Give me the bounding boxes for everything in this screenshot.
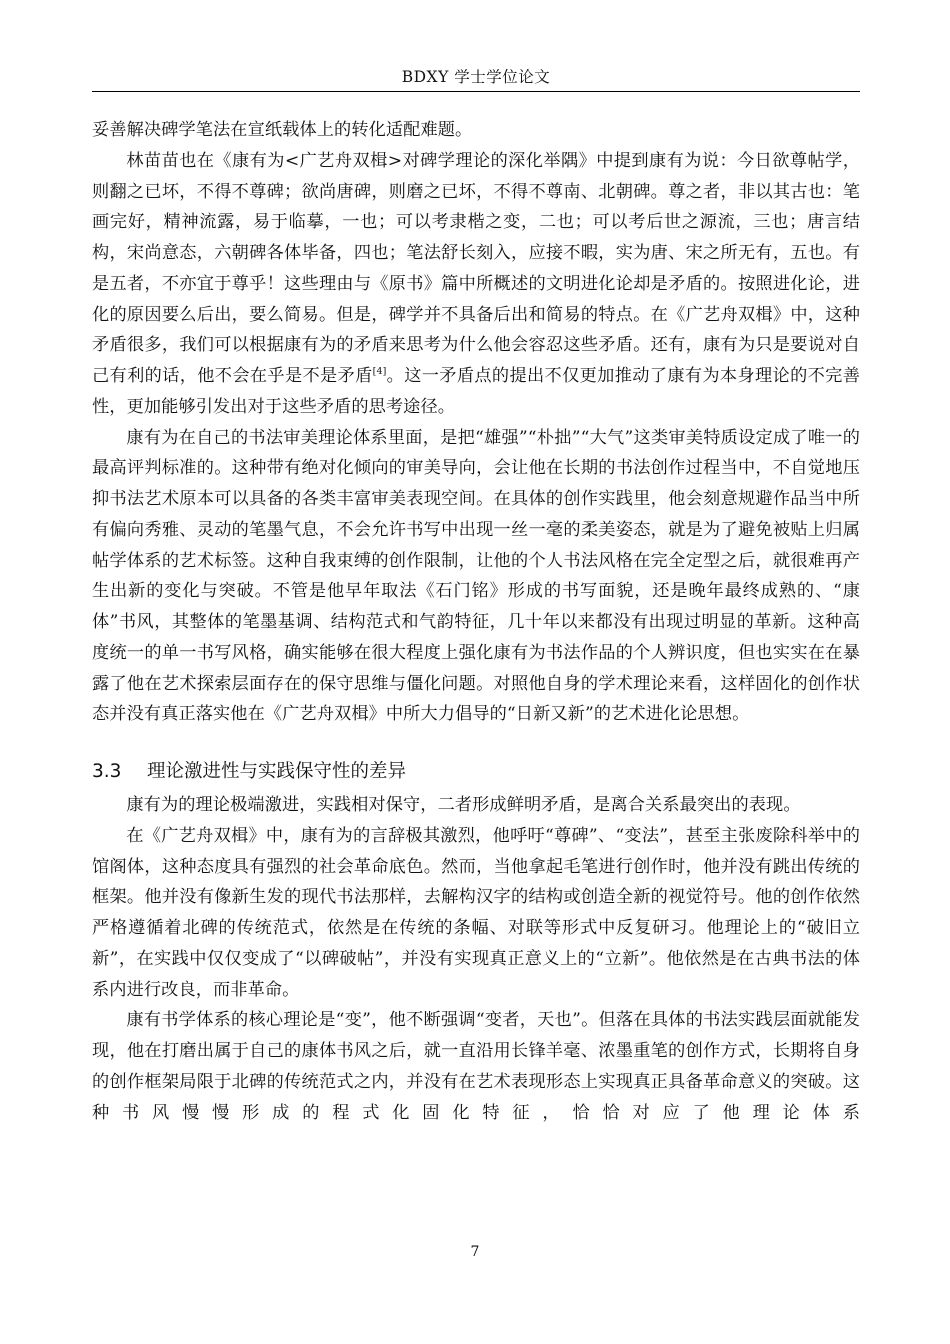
- document-body: [92, 115, 860, 1128]
- page-number: 7: [470, 1244, 480, 1260]
- paragraph: 康有为的理论极端激进，实践相对保守，二者形成鲜明矛盾，是离合关系最突出的表现。: [126, 795, 801, 815]
- section-spacer: [92, 730, 860, 757]
- paragraph-text: 林苗苗也在《康有为<广艺舟双楫>对碑学理论的深化举隅》中提到康有为说：今日欲尊帖学，则翻之已坏，不得不尊碑；欲尚唐碑，则磨之已坏，不得不尊南、北朝碑。尊之者，非以其古也：笔画完好，精神流露，易于临摹，一也；可以考隶楷之变，二也；可以考后世之源流，三也；唐言结构，宋尚意态，六朝碑各体毕备，四也；笔法舒长刻入，应接不暇，实为唐、宋之所无有，五也。有是五者，不亦宜于尊乎！这些理由与《原书》篇中所概述的文明进化论却是矛盾的。按照进化论，进化的原因要么后出，要么简易。但是，碑学并不具备后出和简易的特点。在《广艺舟双楫》中，这种矛盾很多，我们可以根据康有为的矛盾来思考为什么他会容忍这些矛盾。还有，康有为只是要说对自己有利的话，他不会在乎是不是矛盾: [92, 150, 860, 386]
- paragraph: 在《广艺舟双楫》中，康有为的言辞极其激烈，他呼吁“尊碑”、“变法”，甚至主张废除科举中的馆阁体，这种态度具有强烈的社会革命底色。然而，当他拿起毛笔进行创作时，他并没有跳出传统的框架。他并没有像新生发的现代书法那样，去解构汉字的结构或创造全新的视觉符号。他的创作依然严格遵循着北碑的传统范式，依然是在传统的条幅、对联等形式中反复研习。他理论上的“破旧立新”，在实践中仅仅变成了“以碑破帖”，并没有实现真正意义上的“立新”。他依然是在古典书法的体系内进行改良，而非革命。: [92, 825, 860, 1000]
- section-heading: [92, 757, 860, 787]
- header-rule: [92, 91, 860, 92]
- paragraph: 康有书学体系的核心理论是“变”，他不断强调“变者，天也”。但落在具体的书法实践层面就能发现，他在打磨出属于自己的康体书风之后，就一直沿用长锋羊毫、浓墨重笔的创作方式，长期将自身的创作框架局限于北碑的传统范式之内，并没有在艺术表现形态上实现真正具备革命意义的突破。这种书风慢慢形成的程式化固化特征，恰恰对应了他理论体系: [92, 1010, 860, 1123]
- section-number: 3.3: [92, 761, 122, 782]
- running-header: BDXY 学士学位论文: [401, 68, 551, 86]
- citation-ref: [4]: [372, 366, 387, 377]
- paragraph: 康有为在自己的书法审美理论体系里面，是把“雄强”“朴拙”“大气”这类审美特质设定成了唯一的最高评判标准的。这种带有绝对化倾向的审美导向，会让他在长期的书法创作过程当中，不自觉地压抑书法艺术原本可以具备的各类丰富审美表现空间。在具体的创作实践里，他会刻意规避作品当中所有偏向秀雅、灵动的笔墨气息，不会允许书写中出现一丝一毫的柔美姿态，就是为了避免被贴上归属帖学体系的艺术标签。这种自我束缚的创作限制，让他的个人书法风格在完全定型之后，就很难再产生出新的变化与突破。不管是他早年取法《石门铭》形成的书写面貌，还是晚年最终成熟的、“康体”书风，其整体的笔墨基调、结构范式和气韵特征，几十年以来都没有出现过明显的革新。这种高度统一的单一书写风格，确实能够在很大程度上强化康有为书法作品的个人辨识度，但也实实在在暴露了他在艺术探索层面存在的保守思维与僵化问题。对照他自身的学术理论来看，这样固化的创作状态并没有真正落实他在《广艺舟双楫》中所大力倡导的“日新又新”的艺术进化论思想。: [92, 427, 860, 725]
- section-title-text: 理论激进性与实践保守性的差异: [147, 761, 407, 782]
- paragraph-text: 。这一矛盾点的提出不仅更加推动了康有为本身理论的不完善性，更加能够引发出对于这些矛盾的思考途径。: [92, 366, 861, 417]
- paragraph: 妥善解决碑学笔法在宣纸载体上的转化适配难题。: [92, 120, 473, 140]
- paragraph: [92, 146, 860, 423]
